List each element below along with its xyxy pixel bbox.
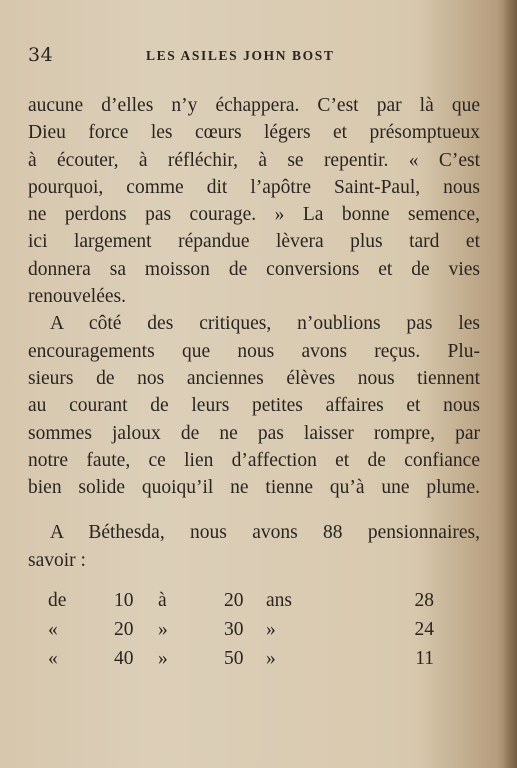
body-text [28,92,480,574]
table-cell: 24 [414,619,434,640]
table-cell: 28 [414,590,434,611]
text-line: ne perdons pas courage. » La bonne semence, [28,204,480,226]
table-cell: » [158,648,168,669]
page-header [28,44,480,68]
text-line: A côté des critiques, n’oublions pas les [50,313,480,335]
text-line: notre faute, ce lien d’affection et de confiance [28,449,480,471]
text-line: aucune d’elles n’y échappera. C’est par là que [28,95,480,116]
text-line: Dieu force les cœurs légers et présomptueux [28,122,480,144]
table-cell: de [48,590,67,611]
table-cell: à [158,590,167,611]
running-title: LES ASILES JOHN BOST [146,48,335,63]
table-cell: » [266,619,276,640]
table-cell: » [266,648,276,669]
text-line: bien solide quoiqu’il ne tienne qu’à une plume. [28,477,480,499]
text-line: renouvelées. [28,286,126,308]
text-line: donnera sa moisson de conversions et de vies [28,258,480,280]
table-row [28,590,480,619]
text-line: A Béthesda, nous avons 88 pensionnaires, [50,522,480,544]
table-row [28,619,480,648]
table-cell: 40 [114,648,134,669]
table-cell: 50 [224,648,244,669]
text-line: ici largement répandue lèvera plus tard et [28,231,480,253]
table-cell: » [158,619,168,640]
age-table [28,590,480,677]
text-line: encouragements que nous avons reçus. Plu- [28,340,480,362]
paragraph-2 [28,310,480,501]
text-line: sieurs de nos anciennes élèves nous tiennent [28,367,480,389]
text-line: à écouter, à réfléchir, à se repentir. « C’est [28,149,480,171]
table-cell: 20 [114,619,134,640]
table-cell: 20 [224,590,244,611]
paragraph-gap [28,501,480,519]
table-cell: 11 [415,648,434,669]
table-cell: 30 [224,619,244,640]
paragraph-3 [28,519,480,574]
text-line: pourquoi, comme dit l’apôtre Saint-Paul, nous [28,176,480,198]
text-line: au courant de leurs petites affaires et nous [28,395,480,417]
table-row [28,648,480,677]
table-cell: 10 [114,590,134,611]
paragraph-1 [28,92,480,310]
text-line: savoir : [28,549,86,571]
table-cell: ans [266,590,292,611]
text-line: sommes jaloux de ne pas laisser rompre, par [28,422,480,444]
page-number: 34 [28,44,54,66]
page-edge-shadow [503,0,517,768]
table-cell: « [48,619,58,640]
table-cell: « [48,648,58,669]
